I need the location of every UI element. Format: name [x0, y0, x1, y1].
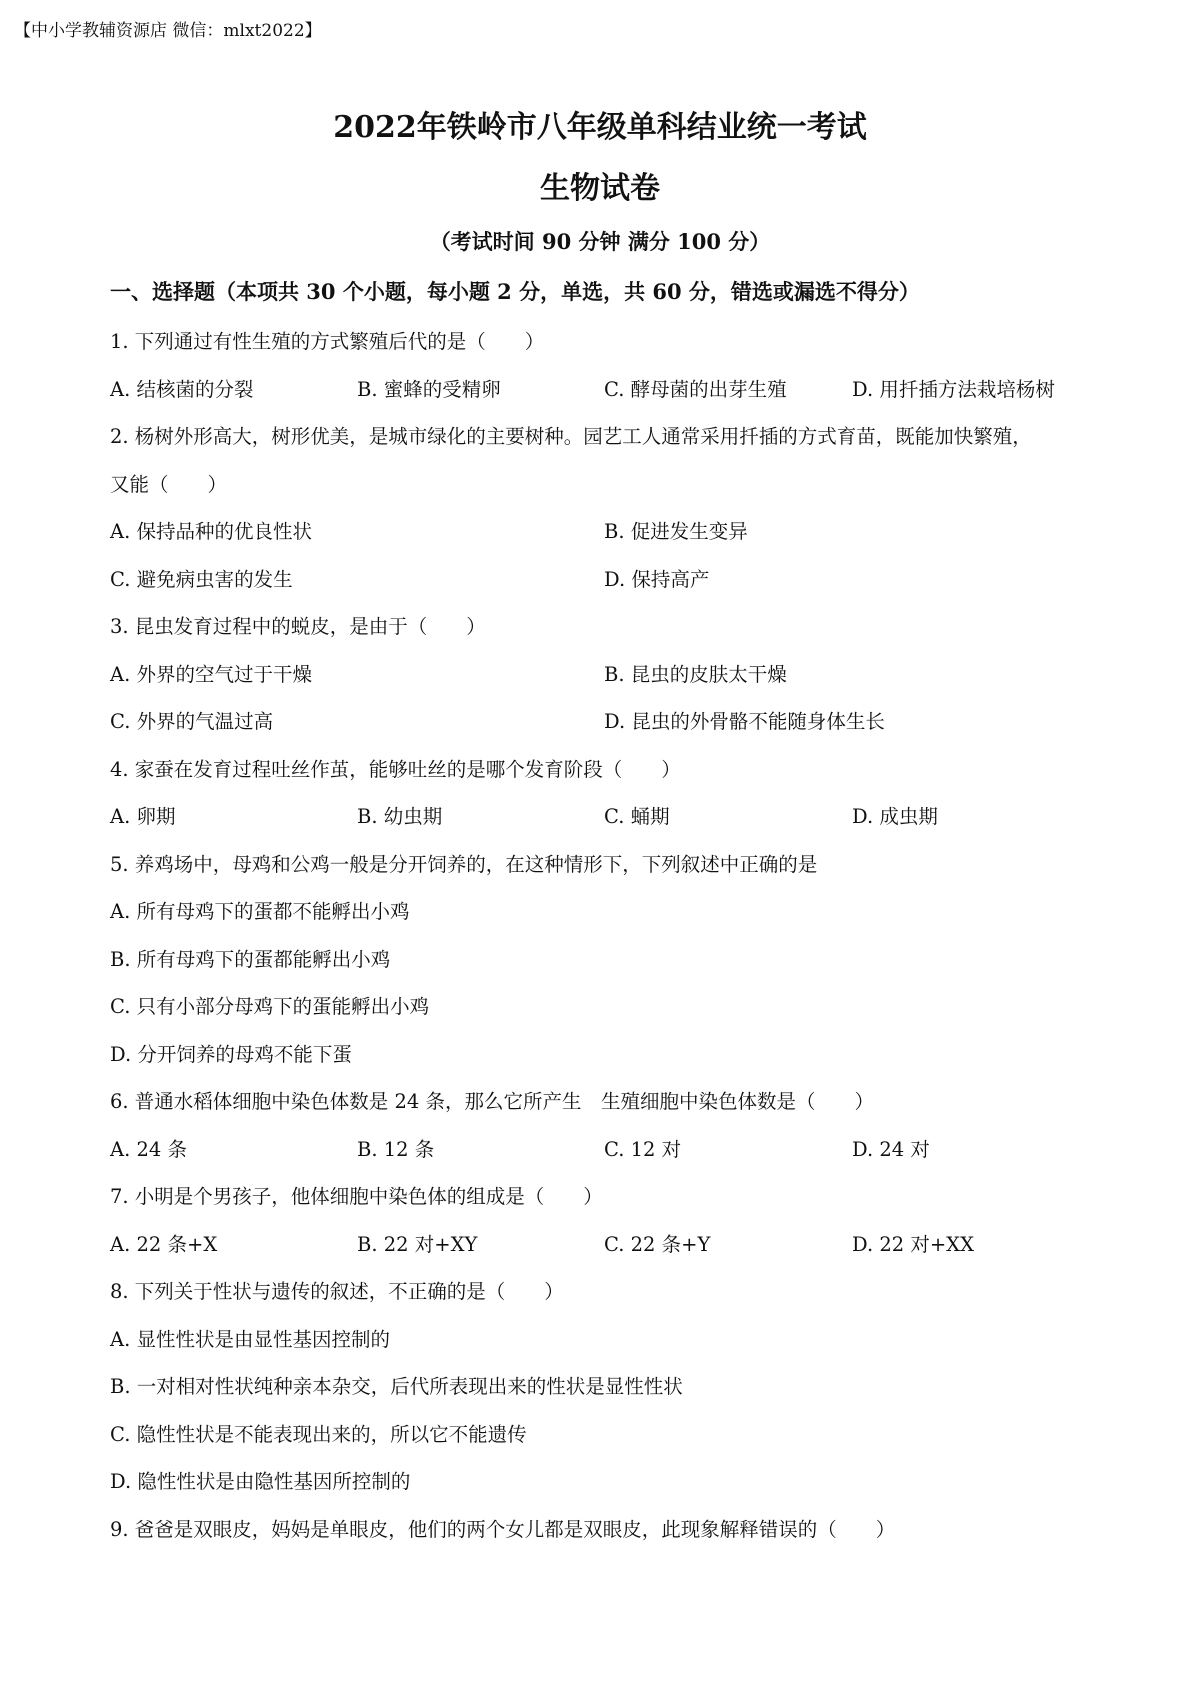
option-row [110, 366, 1100, 414]
option-b: B. 蜜蜂的受精卵 [357, 377, 501, 401]
option-row [110, 556, 1100, 604]
option-a: A. 22 条+X [110, 1232, 218, 1256]
section-heading: 一、选择题（本项共 30 个小题，每小题 2 分，单选，共 60 分，错选或漏选不得分） [110, 279, 920, 304]
option-b: B. 所有母鸡下的蛋都能孵出小鸡 [110, 947, 391, 971]
option-d: D. 24 对 [852, 1137, 930, 1161]
option-a: A. 卵期 [110, 805, 176, 828]
option-a: A. 外界的空气过于干燥 [110, 662, 312, 686]
exam-info: （考试时间 90 分钟 满分 100 分） [429, 229, 771, 254]
option-c: C. 12 对 [604, 1137, 682, 1161]
option-row [110, 793, 1100, 841]
question-9 [110, 1506, 1100, 1554]
option-d: D. 分开饲养的母鸡不能下蛋 [110, 1042, 352, 1066]
option-row [110, 1126, 1100, 1174]
question-stem: 3. 昆虫发育过程中的蜕皮，是由于（ ） [110, 615, 486, 638]
option-c: C. 隐性性状是不能表现出来的，所以它不能遗传 [110, 1422, 527, 1446]
option-d: D. 22 对+XX [852, 1232, 974, 1256]
option-a: A. 显性性状是由显性基因控制的 [110, 1327, 390, 1351]
question-8 [110, 1268, 1100, 1506]
question-6 [110, 1078, 1100, 1173]
question-stem: 4. 家蚕在发育过程吐丝作茧，能够吐丝的是哪个发育阶段（ ） [110, 757, 681, 781]
question-4 [110, 746, 1100, 841]
option-row [110, 698, 1100, 746]
question-stem: 8. 下列关于性状与遗传的叙述，不正确的是（ ） [110, 1280, 564, 1303]
option-c: C. 酵母菌的出芽生殖 [604, 377, 787, 401]
option-row [110, 508, 1100, 556]
option-a: A. 24 条 [110, 1137, 187, 1161]
option-b: B. 昆虫的皮肤太干燥 [604, 662, 787, 686]
option-a: A. 所有母鸡下的蛋都不能孵出小鸡 [110, 900, 410, 923]
option-c: C. 22 条+Y [604, 1232, 711, 1256]
question-list [110, 318, 1100, 1553]
exam-title: 2022年铁岭市八年级单科结业统一考试 [333, 110, 867, 145]
question-3 [110, 603, 1100, 746]
option-b: B. 22 对+XY [357, 1232, 478, 1256]
question-stem: 1. 下列通过有性生殖的方式繁殖后代的是（ ） [110, 330, 545, 353]
exam-subtitle: 生物试卷 [540, 171, 660, 206]
option-b: B. 促进发生变异 [604, 520, 748, 543]
question-7 [110, 1173, 1100, 1268]
option-d: D. 保持高产 [604, 567, 710, 591]
option-c: C. 只有小部分母鸡下的蛋能孵出小鸡 [110, 995, 430, 1018]
option-a: A. 保持品种的优良性状 [110, 520, 312, 543]
question-2 [110, 413, 1100, 603]
option-a: A. 结核菌的分裂 [110, 377, 254, 401]
question-stem: 9. 爸爸是双眼皮，妈妈是单眼皮，他们的两个女儿都是双眼皮，此现象解释错误的（ ） [110, 1517, 896, 1541]
question-stem: 7. 小明是个男孩子，他体细胞中染色体的组成是（ ） [110, 1185, 603, 1208]
question-stem: 5. 养鸡场中，母鸡和公鸡一般是分开饲养的，在这种情形下，下列叙述中正确的是 [110, 852, 818, 876]
question-stem: 2. 杨树外形高大，树形优美，是城市绿化的主要树种。园艺工人通常采用扦插的方式育苗，既能加快繁殖， [110, 425, 1032, 448]
option-b: B. 幼虫期 [357, 805, 443, 828]
question-1 [110, 318, 1100, 413]
watermark-text: 【中小学教辅资源店 微信：mlxt2022】 [14, 21, 322, 41]
option-b: B. 一对相对性状纯种亲本杂交，后代所表现出来的性状是显性性状 [110, 1375, 683, 1398]
question-stem: 6. 普通水稻体细胞中染色体数是 24 条，那么它所产生 生殖细胞中染色体数是（ ） [110, 1090, 875, 1113]
option-d: D. 隐性性状是由隐性基因所控制的 [110, 1470, 411, 1493]
option-d: D. 昆虫的外骨骼不能随身体生长 [604, 710, 885, 733]
option-c: C. 避免病虫害的发生 [110, 567, 293, 591]
option-row [110, 651, 1100, 699]
option-c: C. 外界的气温过高 [110, 710, 274, 733]
option-row [110, 1221, 1100, 1269]
option-d: D. 成虫期 [852, 805, 938, 828]
question-stem: 又能（ ） [110, 472, 228, 496]
option-c: C. 蛹期 [604, 805, 670, 828]
question-5 [110, 841, 1100, 1079]
option-b: B. 12 条 [357, 1137, 435, 1161]
option-d: D. 用扦插方法栽培杨树 [852, 377, 1055, 401]
